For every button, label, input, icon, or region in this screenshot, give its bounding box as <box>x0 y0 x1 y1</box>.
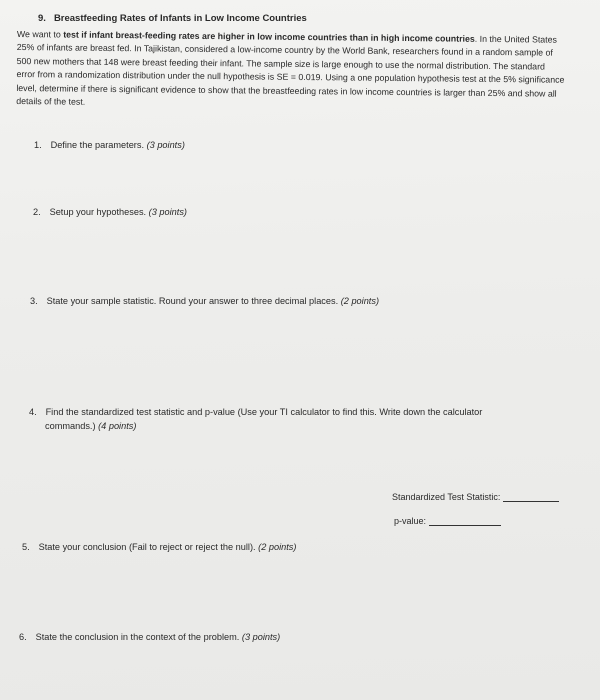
part-number: 1. <box>34 140 42 150</box>
part-points: (3 points) <box>146 140 185 150</box>
part-points: (2 points) <box>340 296 380 306</box>
part-text: State the conclusion in the context of the problem. <box>35 632 240 642</box>
part-points: (4 points) <box>98 420 137 431</box>
part-2 <box>33 207 187 217</box>
p-value-blank[interactable] <box>429 516 501 526</box>
part-text-continued: commands.) <box>45 420 96 431</box>
test-statistic-label: Standardized Test Statistic: <box>392 492 501 502</box>
p-value-answer <box>394 516 501 526</box>
intro-bold-claim: test if infant breast-feeding rates are higher in low income countries than in high income countries <box>63 29 475 44</box>
question-intro <box>16 28 565 114</box>
part-number: 6. <box>19 632 27 642</box>
part-5 <box>22 542 296 552</box>
part-1 <box>34 140 185 150</box>
part-number: 2. <box>33 207 41 217</box>
test-statistic-answer <box>392 492 559 502</box>
question-title-text: Breastfeeding Rates of Infants in Low Income Countries <box>53 13 307 24</box>
part-number: 3. <box>30 296 38 306</box>
intro-lead: We want to <box>16 28 64 40</box>
part-number: 4. <box>29 407 37 417</box>
part-points: (3 points) <box>148 207 187 217</box>
part-text: State your conclusion (Fail to reject or reject the null). <box>38 542 256 552</box>
part-6 <box>19 632 280 642</box>
part-3 <box>30 296 379 306</box>
part-text: Find the standardized test statistic and p-value (Use your TI calculator to find this. Write down the calculator <box>45 407 483 417</box>
part-text: Define the parameters. <box>50 140 145 150</box>
part-points: (3 points) <box>241 632 281 642</box>
part-text: State your sample statistic. Round your answer to three decimal places. <box>46 296 339 306</box>
test-statistic-blank[interactable] <box>503 492 559 502</box>
part-number: 5. <box>22 542 30 552</box>
part-text: Setup your hypotheses. <box>49 207 147 217</box>
question-title <box>38 13 307 24</box>
part-points: (2 points) <box>258 542 297 552</box>
part-4 <box>29 406 574 433</box>
p-value-label: p-value: <box>394 516 427 526</box>
question-number: 9. <box>38 13 46 24</box>
intro-rest: . In the United States 25% of infants are breast fed. In Tajikistan, considered a low-income country by the World Bank, researchers found in a random sample of 500 new mothers that 148 were breast feeding their infant. The sample size is large enough to use the normal distribution. The standard error from a randomization distribution under the null hypothesis is SE = 0.019. Using a one population hypothesis test at the 5% significance level, determine if there is significant evidence to show that the breastfeeding rates in low income countries is larger than 25% and show all details of the test. <box>16 33 565 107</box>
